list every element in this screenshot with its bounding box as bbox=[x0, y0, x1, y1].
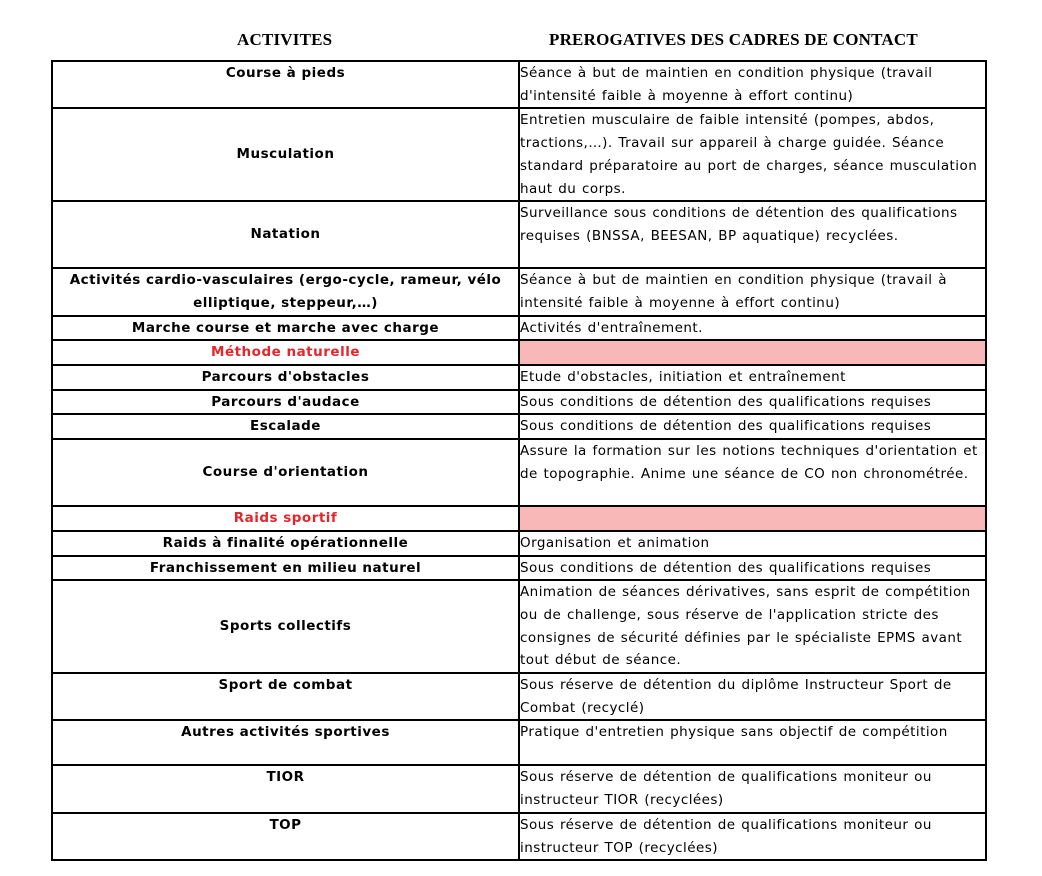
activity-cell: Natation bbox=[52, 201, 519, 268]
table-row bbox=[52, 765, 986, 812]
table-row bbox=[52, 390, 986, 415]
prerogative-cell: Entretien musculaire de faible intensité (pompes, abdos, tractions,…). Travail sur appareil à charge guidée. Séance standard préparatoire au port de charges, séance musculation haut du corps. bbox=[519, 108, 986, 201]
prerogative-cell: Animation de séances dérivatives, sans esprit de compétition ou de challenge, sous réserve de l'application stricte des consignes de sécurité définies par le spécialiste EPMS avant tout début de séance. bbox=[519, 580, 986, 673]
table-row bbox=[52, 720, 986, 765]
prerogative-cell: Sous réserve de détention de qualifications moniteur ou instructeur TIOR (recyclées) bbox=[519, 765, 986, 812]
prerogative-cell: Séance à but de maintien en condition physique (travail à intensité faible à moyenne à effort continu) bbox=[519, 268, 986, 315]
activity-cell: Course d'orientation bbox=[52, 439, 519, 506]
prerogative-cell: Pratique d'entretien physique sans objectif de compétition bbox=[519, 720, 986, 765]
table-row bbox=[52, 556, 986, 581]
table-row bbox=[52, 316, 986, 341]
activities-header: ACTIVITES bbox=[237, 30, 333, 49]
activity-cell: Autres activités sportives bbox=[52, 720, 519, 765]
prerogative-cell: Sous conditions de détention des qualifications requises bbox=[519, 556, 986, 581]
activity-cell: Course à pieds bbox=[52, 61, 519, 108]
table-row bbox=[52, 439, 986, 506]
activity-cell: TOP bbox=[52, 813, 519, 860]
table-row bbox=[52, 580, 986, 673]
section-row bbox=[52, 340, 986, 365]
prerogatives-header: PREROGATIVES DES CADRES DE CONTACT bbox=[549, 30, 918, 49]
prerogative-cell: Surveillance sous conditions de détention des qualifications requises (BNSSA, BEESAN, BP aquatique) recyclées. bbox=[519, 201, 986, 268]
prerogative-cell: Organisation et animation bbox=[519, 531, 986, 556]
activity-cell: Sport de combat bbox=[52, 673, 519, 720]
table-row bbox=[52, 201, 986, 268]
activity-cell: Activités cardio-vasculaires (ergo-cycle, rameur, vélo elliptique, steppeur,…) bbox=[52, 268, 519, 315]
activity-cell: Franchissement en milieu naturel bbox=[52, 556, 519, 581]
prerogative-cell: Sous conditions de détention des qualifications requises bbox=[519, 390, 986, 415]
section-row bbox=[52, 506, 986, 531]
activity-cell: TIOR bbox=[52, 765, 519, 812]
activity-cell: Sports collectifs bbox=[52, 580, 519, 673]
table-row bbox=[52, 414, 986, 439]
activity-cell: Escalade bbox=[52, 414, 519, 439]
table-row bbox=[52, 61, 986, 108]
table-row bbox=[52, 108, 986, 201]
activity-cell: Parcours d'audace bbox=[52, 390, 519, 415]
activity-cell: Parcours d'obstacles bbox=[52, 365, 519, 390]
section-fill-cell bbox=[519, 340, 986, 365]
activities-table bbox=[51, 60, 987, 861]
section-title: Raids sportif bbox=[52, 506, 519, 531]
prerogative-cell: Séance à but de maintien en condition physique (travail d'intensité faible à moyenne à effort continu) bbox=[519, 61, 986, 108]
table-row bbox=[52, 531, 986, 556]
prerogative-cell: Sous réserve de détention du diplôme Instructeur Sport de Combat (recyclé) bbox=[519, 673, 986, 720]
prerogative-cell: Sous réserve de détention de qualifications moniteur ou instructeur TOP (recyclées) bbox=[519, 813, 986, 860]
section-fill-cell bbox=[519, 506, 986, 531]
prerogative-cell: Activités d'entraînement. bbox=[519, 316, 986, 341]
prerogative-cell: Assure la formation sur les notions techniques d'orientation et de topographie. Anime une séance de CO non chronométrée. bbox=[519, 439, 986, 506]
activity-cell: Marche course et marche avec charge bbox=[52, 316, 519, 341]
activity-cell: Raids à finalité opérationnelle bbox=[52, 531, 519, 556]
section-title: Méthode naturelle bbox=[52, 340, 519, 365]
table-row bbox=[52, 813, 986, 860]
prerogative-cell: Etude d'obstacles, initiation et entraînement bbox=[519, 365, 986, 390]
table-row bbox=[52, 365, 986, 390]
table-row bbox=[52, 673, 986, 720]
activity-cell: Musculation bbox=[52, 108, 519, 201]
table-row bbox=[52, 268, 986, 315]
prerogative-cell: Sous conditions de détention des qualifications requises bbox=[519, 414, 986, 439]
